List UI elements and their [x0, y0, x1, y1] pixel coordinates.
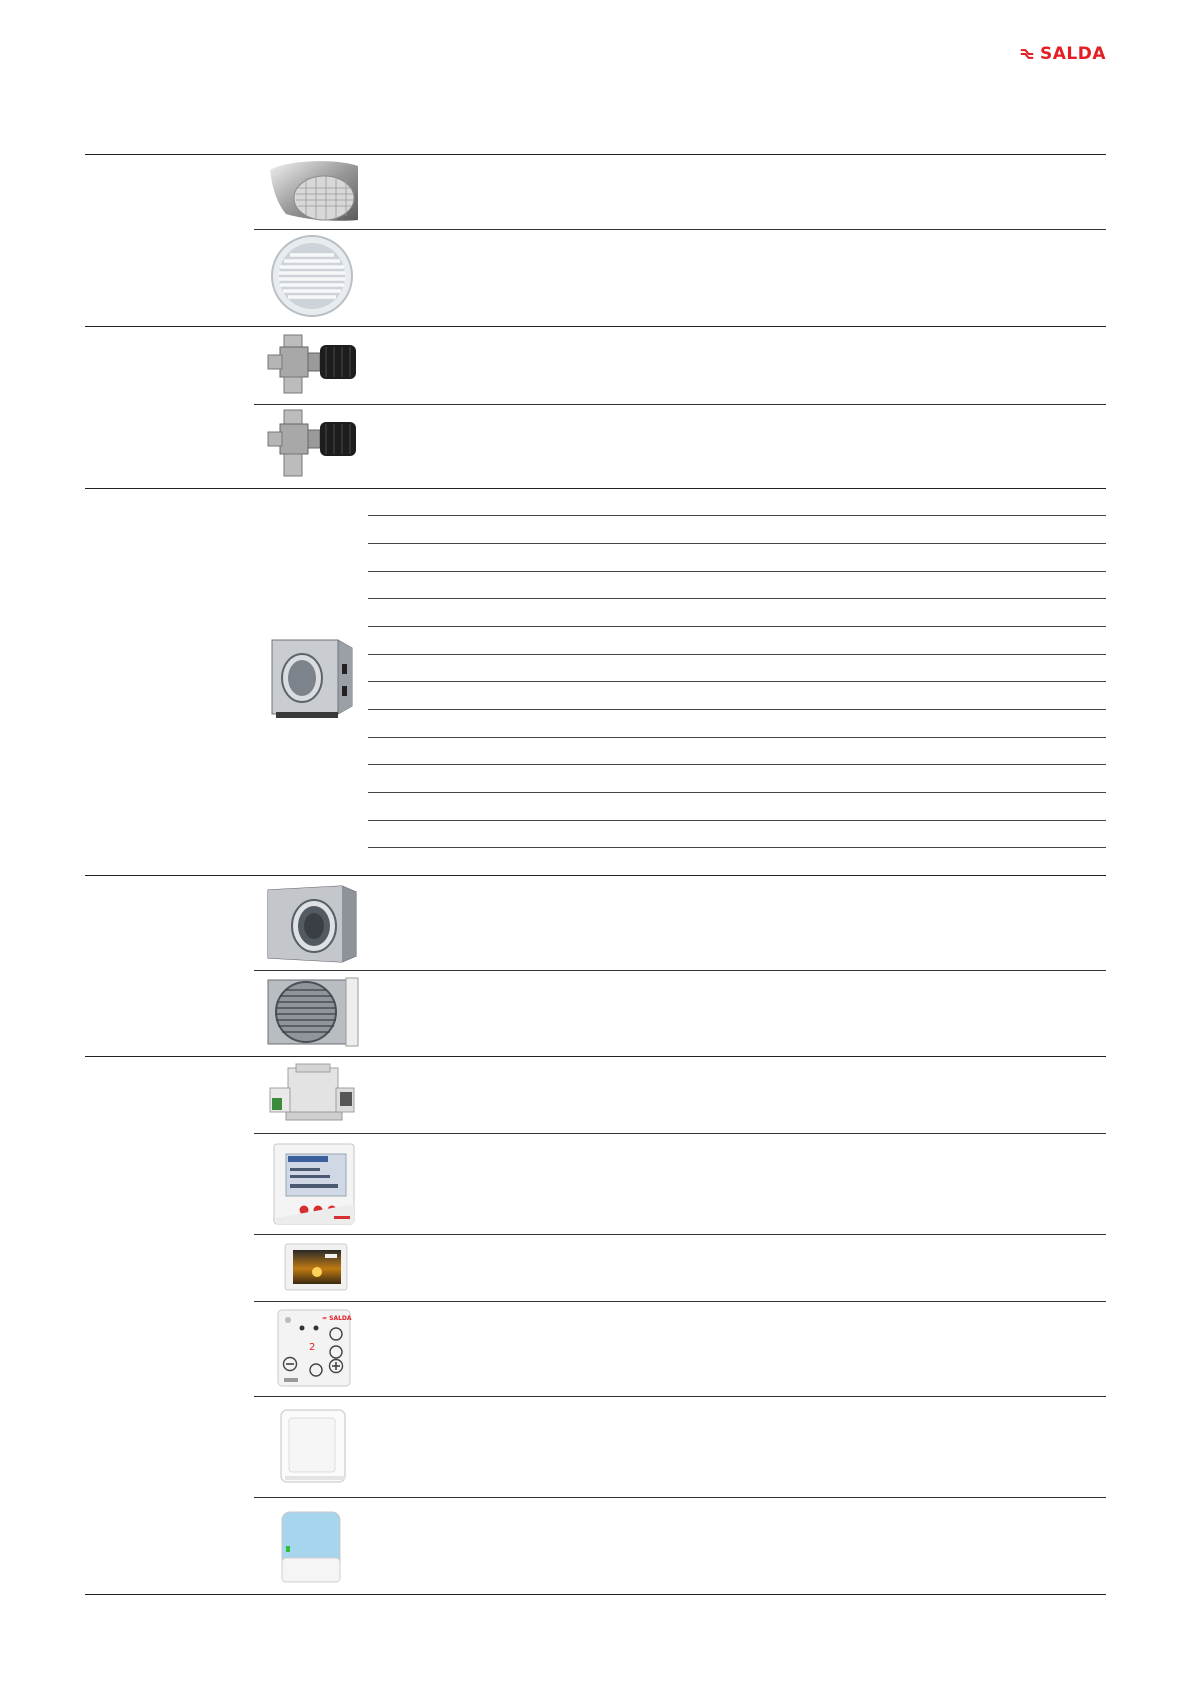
- sub-row-divider: [368, 515, 1106, 516]
- wall-switch-image: [277, 1406, 349, 1486]
- group-divider: [85, 154, 1106, 155]
- sub-row-divider: [368, 543, 1106, 544]
- svg-text:2: 2: [309, 1342, 316, 1353]
- duct-heater-box-image: [266, 884, 358, 964]
- svg-text:≈ SALDA: ≈ SALDA: [322, 1315, 352, 1322]
- round-grille-image: [270, 233, 354, 319]
- row-divider: [254, 404, 1106, 405]
- sub-row-divider: [368, 626, 1106, 627]
- button-control-panel-image: [276, 1308, 352, 1388]
- sub-row-divider: [368, 654, 1106, 655]
- sub-row-divider: [368, 764, 1106, 765]
- group-divider: [85, 488, 1106, 489]
- row-divider: [254, 1301, 1106, 1302]
- row-divider: [254, 970, 1106, 971]
- sub-row-divider: [368, 792, 1106, 793]
- duct-filter-box-image: [266, 636, 358, 720]
- mixing-valve-image-1: [266, 333, 362, 399]
- row-divider: [254, 1396, 1106, 1397]
- row-divider: [254, 1133, 1106, 1134]
- sub-row-divider: [368, 737, 1106, 738]
- group-divider: [85, 326, 1106, 327]
- group-divider: [85, 1594, 1106, 1595]
- duct-cooler-image: [266, 976, 362, 1048]
- mixing-valve-image-2: [266, 408, 362, 480]
- group-divider: [85, 875, 1106, 876]
- sub-row-divider: [368, 820, 1106, 821]
- sub-row-divider: [368, 598, 1106, 599]
- row-divider: [254, 1234, 1106, 1235]
- sub-row-divider: [368, 571, 1106, 572]
- sub-row-divider: [368, 681, 1106, 682]
- rain-hood-image: [266, 158, 362, 226]
- row-divider: [254, 229, 1106, 230]
- din-rail-module-image: [266, 1062, 358, 1124]
- salda-logo: [1020, 44, 1106, 64]
- brand-name: SALDA: [1039, 44, 1106, 64]
- salda-logo-icon: [1020, 46, 1034, 62]
- group-divider: [85, 1056, 1106, 1057]
- sub-row-divider: [368, 709, 1106, 710]
- row-divider: [254, 1497, 1106, 1498]
- wifi-router-image: [278, 1508, 344, 1588]
- touch-panel-image: [283, 1242, 349, 1292]
- sub-row-divider: [368, 847, 1106, 848]
- lcd-control-panel-image: [268, 1142, 358, 1228]
